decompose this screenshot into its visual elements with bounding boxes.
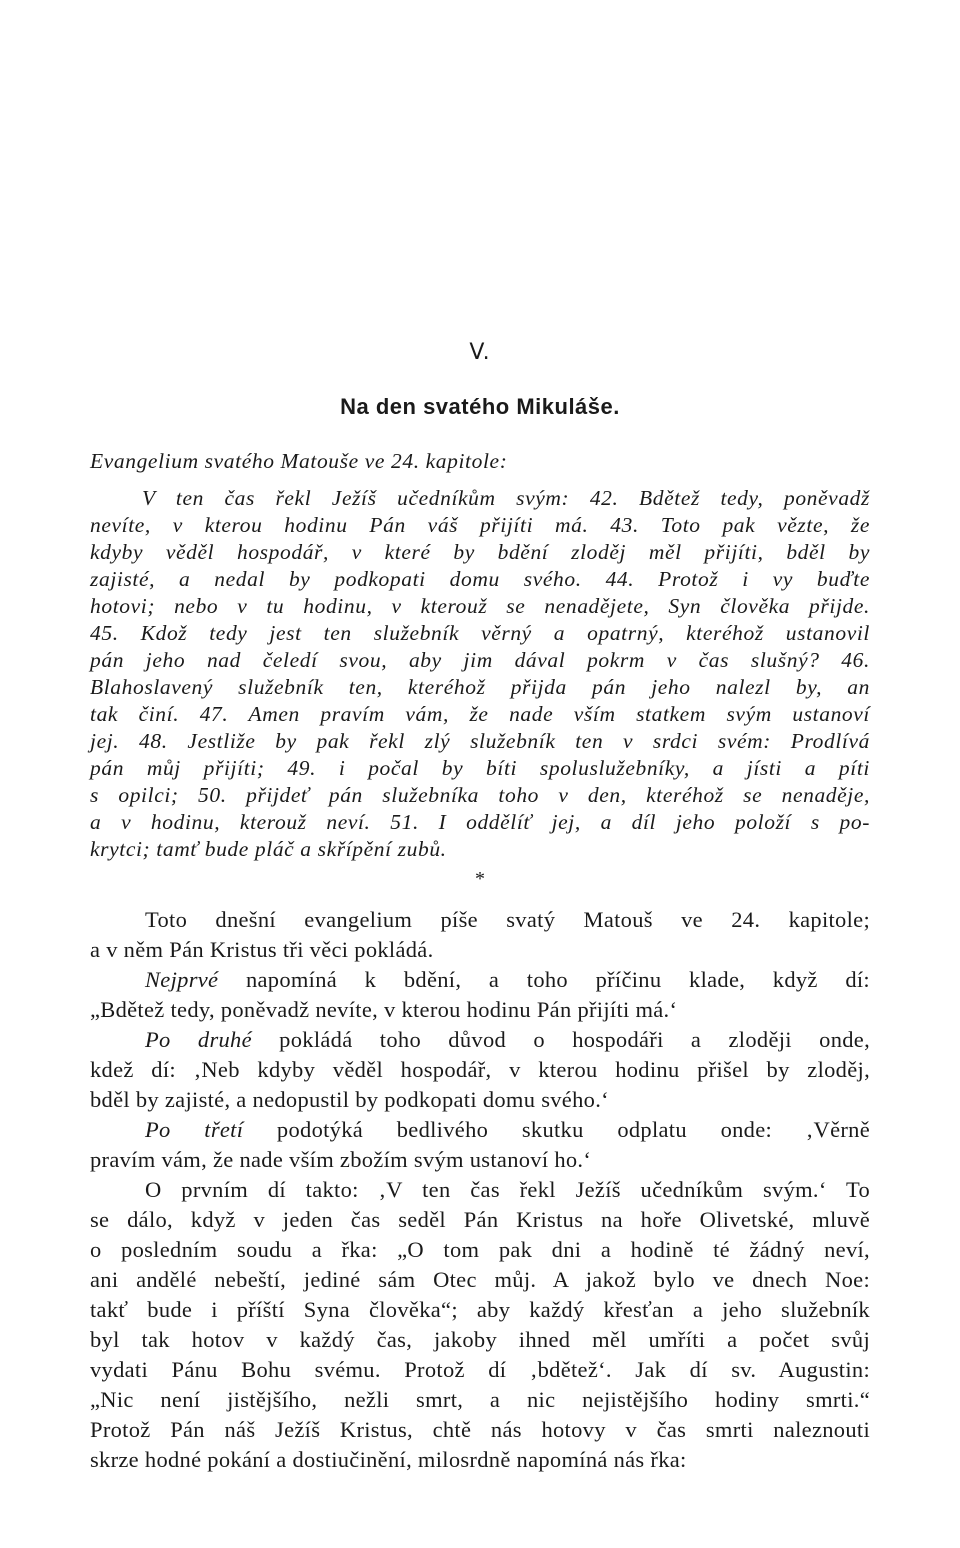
body-line bbox=[90, 1174, 870, 1206]
section-separator: * bbox=[475, 868, 485, 890]
gospel-line: kdyby věděl hospodář, v které by bdění zloděj měl přijíti, bděl by bbox=[90, 540, 870, 564]
body-text: ani andělé nebeští, jediné sám Otec můj. A jakož bylo ve dnech Noe: bbox=[90, 1267, 870, 1292]
gospel-line: krytci; tamť bude pláč a skřípění zubů. bbox=[90, 837, 447, 861]
gospel-line: V ten čas řekl Ježíš učedníkům svým: 42. Bdětež tedy, poněvadž bbox=[142, 486, 870, 510]
body-text: takť bude i příští Syna člověka“; aby každý křesťan a jeho služebník bbox=[90, 1297, 870, 1322]
gospel-line: nevíte, v kterou hodinu Pán váš přijíti má. 43. Toto pak vězte, že bbox=[90, 513, 870, 537]
gospel-line: 45. Kdož tedy jest ten služebník věrný a opatrný, kteréhož ustanovil bbox=[90, 621, 870, 645]
body-line bbox=[90, 1204, 870, 1236]
gospel-line: tak činí. 47. Amen pravím vám, že nade vším statkem svým ustanoví bbox=[90, 702, 870, 726]
body-line bbox=[90, 1024, 870, 1056]
body-text: pravím vám, že nade vším zbožím svým ustanoví ho.‘ bbox=[90, 1147, 592, 1172]
body-text: skrze hodné pokání a dostiučinění, milosrdně napomíná nás řka: bbox=[90, 1447, 687, 1472]
body-text: O prvním dí takto: ‚V ten čas řekl Ježíš učedníkům svým.‘ To bbox=[145, 1177, 870, 1202]
chapter-number: V. bbox=[469, 340, 491, 365]
body-text: byl tak hotov v každý čas, jakoby ihned měl umříti a počet svůj bbox=[90, 1327, 870, 1352]
gospel-line: pán můj přijíti; 49. i počal by bíti spoluslužebníky, a jísti a píti bbox=[90, 756, 870, 780]
body-line bbox=[90, 1234, 870, 1266]
body-line bbox=[90, 1294, 870, 1326]
gospel-heading: Evangelium svatého Matouše ve 24. kapitole: bbox=[90, 449, 508, 473]
emphasis-text: Po druhé bbox=[145, 1027, 252, 1052]
body-text: a v něm Pán Kristus tři věci pokládá. bbox=[90, 937, 434, 962]
body-text: podotýká bedlivého skutku odplatu onde: ‚Věrně bbox=[243, 1117, 870, 1142]
body-line bbox=[90, 964, 870, 996]
body-text: Toto dnešní evangelium píše svatý Matouš ve 24. kapitole; bbox=[145, 907, 870, 932]
body-text: pokládá toho důvod o hospodáři a zloději onde, bbox=[251, 1027, 870, 1052]
body-line bbox=[90, 1384, 870, 1416]
gospel-line: jej. 48. Jestliže by pak řekl zlý služebník ten v srdci svém: Prodlívá bbox=[90, 729, 870, 753]
gospel-line: zajisté, a nedal by podkopati domu svého. 44. Protož i vy buďte bbox=[90, 567, 870, 591]
body-line bbox=[90, 934, 870, 966]
body-text: „Bdětež tedy, poněvadž nevíte, v kterou hodinu Pán přijíti má.‘ bbox=[90, 997, 678, 1022]
body-line bbox=[90, 1054, 870, 1086]
body-line bbox=[90, 1324, 870, 1356]
body-text: „Nic není jistějšího, nežli smrt, a nic nejistějšího hodiny smrti.“ bbox=[90, 1387, 870, 1412]
body-line bbox=[90, 1354, 870, 1386]
body-line bbox=[90, 1084, 870, 1116]
gospel-line: a v hodinu, kterouž neví. 51. I oddělíť jej, a díl jeho položí s po- bbox=[90, 810, 870, 834]
gospel-line: Blahoslavený služebník ten, kteréhož přijda pán jeho nalezl by, an bbox=[90, 675, 870, 699]
body-line bbox=[90, 1444, 870, 1476]
gospel-line: pán jeho nad čeledí svou, aby jim dával pokrm v čas slušný? 46. bbox=[90, 648, 870, 672]
body-text: Protož Pán náš Ježíš Kristus, chtě nás hotovy v čas smrti naleznouti bbox=[90, 1417, 870, 1442]
body-text: napomíná k bdění, a toho příčinu klade, když dí: bbox=[218, 967, 870, 992]
body-text: se dálo, když v jeden čas seděl Pán Kristus na hoře Olivetské, mluvě bbox=[90, 1207, 870, 1232]
emphasis-text: Po třetí bbox=[145, 1117, 244, 1142]
body-text: bděl by zajisté, a nedopustil by podkopati domu svého.‘ bbox=[90, 1087, 609, 1112]
body-line bbox=[90, 1114, 870, 1146]
body-line bbox=[90, 904, 870, 936]
body-line bbox=[90, 1264, 870, 1296]
body-text: o posledním soudu a řka: „O tom pak dni a hodině té žádný neví, bbox=[90, 1237, 870, 1262]
chapter-title: Na den svatého Mikuláše. bbox=[340, 394, 620, 419]
body-text: vydati Pánu Bohu svému. Protož dí ‚bdětež‘. Jak dí sv. Augustin: bbox=[90, 1357, 870, 1382]
gospel-line: hotovi; nebo v tu hodinu, v kterouž se nenadějete, Syn člověka přijde. bbox=[90, 594, 870, 618]
body-text: kdež dí: ‚Neb kdyby věděl hospodář, v kterou hodinu přišel by zloděj, bbox=[90, 1057, 870, 1082]
emphasis-text: Nejprvé bbox=[145, 967, 219, 992]
body-line bbox=[90, 1144, 870, 1176]
body-line bbox=[90, 994, 870, 1026]
body-line bbox=[90, 1414, 870, 1446]
gospel-line: s opilci; 50. přijdeť pán služebníka toho v den, kteréhož se nenaděje, bbox=[90, 783, 870, 807]
